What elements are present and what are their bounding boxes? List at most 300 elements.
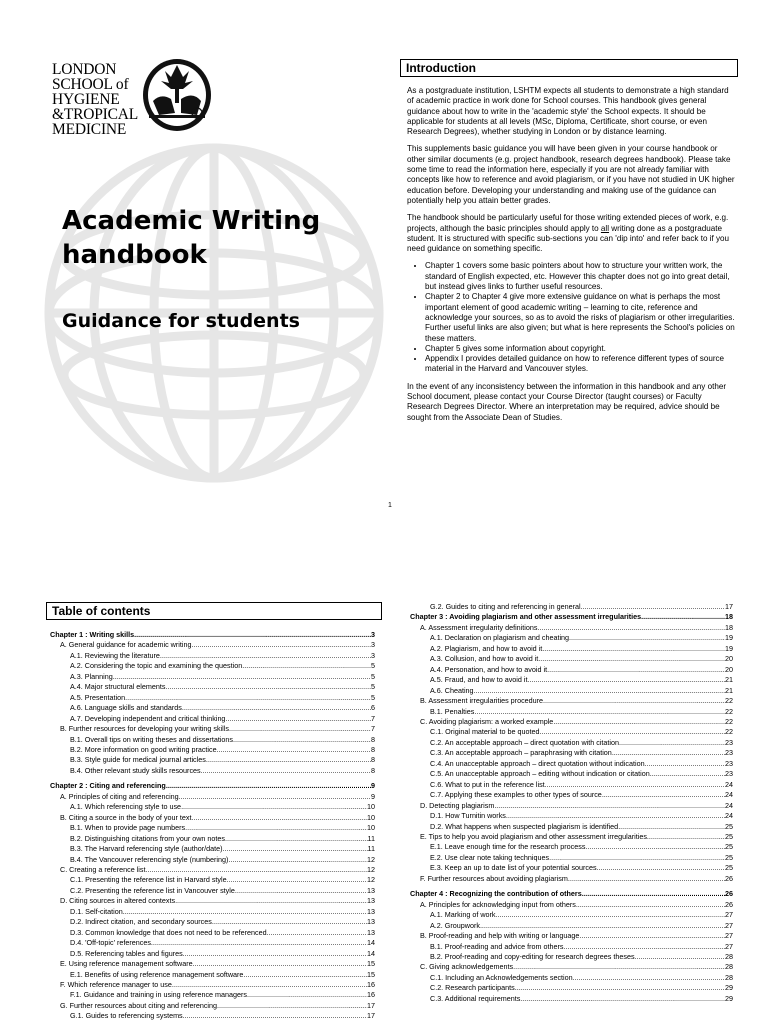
- toc-entry[interactable]: [50, 724, 375, 734]
- toc-entry-title: A. Principles of citing and referencing: [60, 791, 179, 801]
- toc-entry-page: 3: [371, 640, 375, 650]
- toc-entry-page: 18: [725, 612, 733, 622]
- toc-entry[interactable]: [410, 994, 733, 1004]
- toc-entry-page: 9: [371, 791, 375, 801]
- toc-entry[interactable]: [50, 1011, 375, 1021]
- toc-entry[interactable]: [50, 714, 375, 724]
- toc-dot-leader: [206, 755, 371, 765]
- toc-dot-leader: [576, 900, 725, 910]
- toc-entry[interactable]: [50, 802, 375, 812]
- toc-entry-page: 17: [367, 1011, 375, 1021]
- toc-entry-title: B. Citing a source in the body of your text: [60, 812, 192, 822]
- toc-entry-page: 8: [371, 755, 375, 765]
- toc-entry[interactable]: [410, 696, 733, 706]
- logo-line: HYGIENE: [52, 91, 120, 108]
- toc-dot-leader: [233, 735, 371, 745]
- toc-left-column: [50, 630, 375, 1022]
- toc-entry[interactable]: [50, 855, 375, 865]
- toc-entry-title: E.1. Leave enough time for the research process: [430, 842, 586, 852]
- toc-dot-leader: [474, 707, 725, 717]
- toc-dot-leader: [229, 724, 371, 734]
- toc-entry-title: B.2. Distinguishing citations from your own notes: [70, 833, 226, 843]
- toc-entry-page: 12: [367, 864, 375, 874]
- toc-entry-title: C.1. Presenting the reference list in Harvard style: [70, 875, 227, 885]
- toc-entry-title: D.2. What happens when suspected plagiarism is identified: [430, 821, 619, 831]
- toc-entry[interactable]: [410, 983, 733, 993]
- toc-entry-title: A. Assessment irregularity definitions: [420, 622, 538, 632]
- toc-dot-leader: [165, 682, 371, 692]
- toc-entry-title: B. Further resources for developing your writing skills: [60, 724, 229, 734]
- toc-entry-title: A.1. Which referencing style to use: [70, 802, 182, 812]
- toc-entry-page: 21: [725, 685, 733, 695]
- toc-entry[interactable]: [50, 980, 375, 990]
- toc-dot-leader: [569, 633, 725, 643]
- toc-entry[interactable]: [410, 623, 733, 633]
- toc-entry-title: A.2. Groupwork: [430, 920, 480, 930]
- toc-entry-page: 23: [725, 737, 733, 747]
- toc-dot-leader: [191, 813, 367, 823]
- toc-entry[interactable]: [50, 813, 375, 823]
- toc-dot-leader: [537, 623, 725, 633]
- toc-entry[interactable]: [50, 630, 375, 640]
- toc-entry[interactable]: [50, 792, 375, 802]
- toc-entry[interactable]: [50, 875, 375, 885]
- toc-dot-leader: [513, 962, 725, 972]
- intro-paragraph: [407, 144, 737, 206]
- toc-dot-leader: [134, 630, 371, 640]
- logo-line: &TROPICAL: [52, 106, 139, 123]
- toc-entry-title: C. Avoiding plagiarism: a worked example: [420, 716, 554, 726]
- toc-entry-title: C.2. An acceptable approach – direct quotation with citation: [430, 737, 619, 747]
- school-logo-text: [52, 62, 152, 137]
- toc-entry-title: B.3. Style guide for medical journal articles: [70, 755, 206, 765]
- toc-entry-title: B.1. When to provide page numbers: [70, 823, 186, 833]
- toc-entry-title: A.2. Plagiarism, and how to avoid it: [430, 643, 543, 653]
- toc-dot-leader: [225, 834, 368, 844]
- toc-entry-title: D.2. Indirect citation, and secondary sources: [70, 917, 212, 927]
- toc-entry-title: B. Assessment irregularities procedure: [420, 696, 544, 706]
- toc-dot-leader: [242, 661, 371, 671]
- toc-dot-leader: [539, 727, 725, 737]
- toc-entry-page: 27: [725, 910, 733, 920]
- toc-entry[interactable]: [410, 675, 733, 685]
- toc-dot-leader: [496, 910, 725, 920]
- toc-entry[interactable]: [410, 863, 733, 873]
- toc-entry-page: 14: [367, 948, 375, 958]
- toc-dot-leader: [185, 823, 367, 833]
- toc-entry[interactable]: [410, 738, 733, 748]
- toc-entry-page: 5: [371, 661, 375, 671]
- toc-entry[interactable]: [50, 917, 375, 927]
- toc-entry-page: 5: [371, 682, 375, 692]
- toc-entry-page: 8: [371, 744, 375, 754]
- toc-entry-page: 11: [367, 833, 375, 843]
- toc-entry-title: C.7. Applying these examples to other types of source: [430, 790, 602, 800]
- toc-entry-title: A.2. Considering the topic and examining the question: [70, 661, 243, 671]
- toc-entry[interactable]: [410, 973, 733, 983]
- toc-entry[interactable]: [410, 962, 733, 972]
- toc-entry-page: 23: [725, 758, 733, 768]
- toc-entry-title: B.1. Overall tips on writing theses and dissertations: [70, 734, 233, 744]
- toc-entry-title: B.4. The Vancouver referencing style (numbering): [70, 854, 229, 864]
- toc-entry[interactable]: [410, 832, 733, 842]
- toc-entry-page: 14: [367, 938, 375, 948]
- toc-entry-title: A.4. Personation, and how to avoid it: [430, 664, 548, 674]
- toc-entry[interactable]: [410, 931, 733, 941]
- toc-entry-title: D.1. How Turnitin works: [430, 811, 506, 821]
- toc-entry-title: E.1. Benefits of using reference management software: [70, 969, 244, 979]
- toc-entry[interactable]: [50, 766, 375, 776]
- chapter-overview-list: [407, 261, 737, 374]
- toc-entry[interactable]: [410, 889, 733, 899]
- toc-entry[interactable]: [410, 822, 733, 832]
- toc-entry[interactable]: [50, 907, 375, 917]
- cover-title-line: Academic Writing: [62, 206, 321, 236]
- toc-entry-title: G.1. Guides to referencing systems: [70, 1011, 183, 1021]
- cover-title: [62, 204, 320, 272]
- toc-entry[interactable]: [50, 990, 375, 1000]
- toc-entry[interactable]: [50, 970, 375, 980]
- toc-entry[interactable]: [50, 959, 375, 969]
- toc-dot-leader: [160, 651, 371, 661]
- toc-heading: Table of contents: [46, 602, 382, 620]
- toc-dot-leader: [553, 717, 725, 727]
- toc-entry-title: C. Creating a reference list: [60, 864, 146, 874]
- toc-entry[interactable]: [50, 823, 375, 833]
- toc-entry-title: D. Citing sources in altered contexts: [60, 896, 176, 906]
- introduction-body: [407, 86, 737, 430]
- toc-entry[interactable]: [50, 1001, 375, 1011]
- toc-entry-page: 26: [725, 899, 733, 909]
- toc-dot-leader: [125, 693, 371, 703]
- toc-entry-page: 16: [367, 979, 375, 989]
- toc-dot-leader: [528, 675, 726, 685]
- toc-entry-page: 12: [367, 875, 375, 885]
- toc-entry-title: E. Tips to help you avoid plagiarism and other assessment irregularities: [420, 831, 647, 841]
- toc-entry-page: 25: [725, 852, 733, 862]
- toc-entry-page: 29: [725, 983, 733, 993]
- toc-entry[interactable]: [50, 661, 375, 671]
- toc-entry-page: 10: [367, 802, 375, 812]
- toc-dot-leader: [647, 832, 725, 842]
- toc-entry[interactable]: [410, 874, 733, 884]
- toc-entry-title: E. Using reference management software: [60, 959, 193, 969]
- toc-entry-page: 7: [371, 724, 375, 734]
- toc-dot-leader: [547, 665, 725, 675]
- toc-entry-page: 24: [725, 800, 733, 810]
- toc-entry-page: 8: [371, 734, 375, 744]
- toc-entry[interactable]: [410, 654, 733, 664]
- toc-entry-page: 28: [725, 962, 733, 972]
- toc-entry[interactable]: [410, 612, 733, 622]
- toc-entry-page: 6: [371, 703, 375, 713]
- toc-entry-title: D.5. Referencing tables and figures: [70, 948, 183, 958]
- toc-dot-leader: [227, 875, 367, 885]
- toc-dot-leader: [549, 853, 725, 863]
- toc-entry-title: A.6. Language skills and standards: [70, 703, 182, 713]
- toc-entry-page: 13: [367, 885, 375, 895]
- toc-entry-title: A.6. Cheating: [430, 685, 474, 695]
- toc-entry[interactable]: [410, 853, 733, 863]
- list-item: • Appendix I provides detailed guidance on how to reference different types of source material in the Harvard and Vancouver styles.: [425, 354, 737, 375]
- toc-entry-page: 22: [725, 696, 733, 706]
- toc-entry-title: Chapter 4 : Recognizing the contribution of others: [410, 889, 582, 899]
- toc-entry[interactable]: [50, 745, 375, 755]
- toc-entry[interactable]: [410, 748, 733, 758]
- toc-entry-page: 24: [725, 779, 733, 789]
- logo-line: SCHOOL of: [52, 76, 129, 93]
- toc-entry[interactable]: [410, 942, 733, 952]
- toc-entry[interactable]: [410, 644, 733, 654]
- toc-entry[interactable]: [50, 703, 375, 713]
- toc-entry[interactable]: [50, 735, 375, 745]
- toc-entry-title: D.4. 'Off-topic' references: [70, 938, 151, 948]
- toc-dot-leader: [179, 792, 371, 802]
- toc-dot-leader: [618, 822, 725, 832]
- toc-dot-leader: [520, 994, 725, 1004]
- school-crest-icon: [141, 55, 213, 133]
- toc-dot-leader: [635, 952, 725, 962]
- toc-dot-leader: [228, 855, 367, 865]
- toc-entry-page: 9: [371, 781, 375, 791]
- toc-entry-page: 25: [725, 842, 733, 852]
- toc-dot-leader: [175, 896, 367, 906]
- toc-entry[interactable]: [50, 886, 375, 896]
- toc-entry[interactable]: [410, 686, 733, 696]
- toc-entry-title: C.2. Research participants: [430, 983, 515, 993]
- toc-entry[interactable]: [50, 896, 375, 906]
- toc-entry[interactable]: [410, 717, 733, 727]
- list-item: • Chapter 2 to Chapter 4 give more extensive guidance on what is perhaps the most important element of good academic writing – learning to cite, reference and acknowledge your sources, so as to avoid the risks of plagiarism or other irregularities. Further useful links are also given; but what is here represents the School's policies on these matters.: [425, 292, 737, 343]
- toc-entry-page: 17: [367, 1000, 375, 1010]
- toc-entry-page: 12: [367, 854, 375, 864]
- toc-entry-page: 28: [725, 972, 733, 982]
- toc-entry[interactable]: [410, 790, 733, 800]
- toc-entry-page: 15: [367, 969, 375, 979]
- toc-entry-page: 5: [371, 671, 375, 681]
- toc-entry[interactable]: [50, 938, 375, 948]
- toc-entry-title: C.1. Including an Acknowledgements section: [430, 972, 573, 982]
- toc-dot-leader: [182, 703, 371, 713]
- toc-dot-leader: [582, 889, 725, 899]
- toc-entry[interactable]: [410, 707, 733, 717]
- intro-text: The handbook should be particularly useful for those writing extended pieces of work, e.g. projects, although the basic principles should apply to: [407, 213, 729, 233]
- toc-entry-title: B.1. Proof-reading and advice from others: [430, 941, 564, 951]
- toc-dot-leader: [146, 865, 368, 875]
- toc-dot-leader: [217, 745, 371, 755]
- toc-entry[interactable]: [50, 672, 375, 682]
- toc-entry[interactable]: [410, 910, 733, 920]
- toc-entry-page: 11: [367, 844, 375, 854]
- list-item: • Chapter 1 covers some basic pointers about how to structure your written work, the standard of English expected, etc. However this chapter does not go into great detail, but instead gives links to further useful resources.: [425, 261, 737, 292]
- toc-entry[interactable]: [50, 834, 375, 844]
- toc-entry[interactable]: [50, 949, 375, 959]
- toc-entry-page: 25: [725, 831, 733, 841]
- toc-entry-title: C.1. Original material to be quoted: [430, 727, 540, 737]
- toc-entry-page: 28: [725, 951, 733, 961]
- toc-entry-page: 5: [371, 692, 375, 702]
- toc-entry-title: A.1. Declaration on plagiarism and cheating: [430, 633, 570, 643]
- toc-entry-title: A.3. Planning: [70, 671, 113, 681]
- list-item: • Chapter 5 gives some information about copyright.: [425, 344, 737, 354]
- toc-dot-leader: [212, 917, 367, 927]
- toc-entry-page: 19: [725, 643, 733, 653]
- toc-entry-page: 13: [367, 927, 375, 937]
- toc-entry-title: E.3. Keep an up to date list of your potential sources: [430, 863, 597, 873]
- toc-entry-title: B.4. Other relevant study skills resources: [70, 765, 201, 775]
- toc-entry-page: 24: [725, 811, 733, 821]
- cover-title-line: handbook: [62, 240, 207, 270]
- toc-dot-leader: [542, 644, 725, 654]
- toc-entry-title: B.2. More information on good writing practice: [70, 744, 217, 754]
- toc-entry[interactable]: [410, 759, 733, 769]
- toc-entry[interactable]: [50, 640, 375, 650]
- toc-dot-leader: [645, 759, 725, 769]
- toc-entry-page: 16: [367, 990, 375, 1000]
- toc-entry[interactable]: [50, 755, 375, 765]
- toc-entry-title: C.3. Additional requirements: [430, 993, 521, 1003]
- toc-entry-page: 22: [725, 727, 733, 737]
- toc-entry-title: Chapter 2 : Citing and referencing: [50, 781, 166, 791]
- toc-entry-page: 27: [725, 931, 733, 941]
- toc-dot-leader: [183, 1011, 367, 1021]
- toc-dot-leader: [619, 738, 725, 748]
- toc-entry[interactable]: [410, 952, 733, 962]
- toc-entry[interactable]: [50, 651, 375, 661]
- toc-dot-leader: [166, 781, 371, 791]
- toc-entry[interactable]: [50, 781, 375, 791]
- toc-entry-page: 24: [725, 790, 733, 800]
- toc-dot-leader: [235, 886, 367, 896]
- toc-dot-leader: [543, 696, 725, 706]
- toc-dot-leader: [650, 769, 725, 779]
- toc-entry-page: 21: [725, 675, 733, 685]
- toc-entry[interactable]: [410, 633, 733, 643]
- toc-entry-page: 10: [367, 823, 375, 833]
- toc-entry-page: 7: [371, 713, 375, 723]
- toc-entry[interactable]: [410, 780, 733, 790]
- toc-entry-title: C. Giving acknowledgements: [420, 962, 514, 972]
- toc-entry-title: F. Which reference manager to use: [60, 979, 172, 989]
- toc-entry-page: 17: [725, 602, 733, 611]
- toc-entry-title: A.5. Presentation: [70, 692, 126, 702]
- toc-entry-page: 8: [371, 765, 375, 775]
- toc-dot-leader: [193, 959, 367, 969]
- toc-entry[interactable]: [410, 727, 733, 737]
- toc-entry-title: F. Further resources about avoiding plagiarism: [420, 873, 568, 883]
- toc-entry[interactable]: [50, 865, 375, 875]
- toc-entry-title: C.2. Presenting the reference list in Vancouver style: [70, 885, 235, 895]
- toc-entry-title: G. Further resources about citing and referencing: [60, 1000, 218, 1010]
- toc-entry-title: A.3. Collusion, and how to avoid it: [430, 654, 539, 664]
- logo-line: MEDICINE: [52, 121, 127, 138]
- toc-entry[interactable]: [50, 928, 375, 938]
- toc-entry-title: F.1. Guidance and training in using reference managers: [70, 990, 247, 1000]
- toc-entry-page: 3: [371, 650, 375, 660]
- toc-dot-leader: [581, 602, 725, 612]
- toc-entry-title: A.4. Major structural elements: [70, 682, 166, 692]
- toc-entry-title: C.3. An acceptable approach – paraphrasing with citation: [430, 748, 612, 758]
- toc-entry-page: 22: [725, 706, 733, 716]
- toc-entry[interactable]: [50, 682, 375, 692]
- toc-dot-leader: [172, 980, 367, 990]
- toc-dot-leader: [201, 766, 371, 776]
- toc-dot-leader: [217, 1001, 367, 1011]
- toc-entry-page: 13: [367, 896, 375, 906]
- toc-entry-title: B.3. The Harvard referencing style (author/date): [70, 844, 223, 854]
- toc-entry-title: A.1. Marking of work: [430, 910, 496, 920]
- toc-entry[interactable]: [410, 602, 733, 612]
- toc-dot-leader: [612, 748, 725, 758]
- toc-entry-title: C.6. What to put in the reference list: [430, 779, 545, 789]
- toc-entry-title: A.7. Developing independent and critical thinking: [70, 713, 226, 723]
- toc-entry[interactable]: [410, 665, 733, 675]
- intro-emphasis: all: [600, 223, 610, 233]
- toc-entry-page: 27: [725, 941, 733, 951]
- toc-entry-page: 15: [367, 959, 375, 969]
- toc-entry[interactable]: [410, 842, 733, 852]
- toc-entry-page: 23: [725, 769, 733, 779]
- toc-dot-leader: [494, 801, 725, 811]
- toc-entry[interactable]: [410, 900, 733, 910]
- cover-subtitle: Guidance for students: [62, 310, 300, 332]
- toc-entry-title: A.1. Reviewing the literature: [70, 650, 160, 660]
- toc-dot-leader: [151, 938, 367, 948]
- toc-entry-page: 20: [725, 664, 733, 674]
- toc-entry-page: 18: [725, 622, 733, 632]
- intro-paragraph-text: This supplements basic guidance you will have been given in your course handbook or other similar documents (e.g. project handbook, research degrees handbook). Please take some time to read the information here, especially if you are not already familiar with concepts like how to reference and avoid plagiarism, or if you have not studied in UK higher education before. Developing your understanding and making use of the guidance can potentially help you attain better grades.: [407, 144, 735, 205]
- toc-dot-leader: [506, 811, 725, 821]
- toc-entry[interactable]: [410, 921, 733, 931]
- toc-entry-page: 10: [367, 812, 375, 822]
- toc-entry-title: Chapter 1 : Writing skills: [50, 630, 135, 639]
- toc-dot-leader: [515, 983, 725, 993]
- toc-entry[interactable]: [50, 693, 375, 703]
- toc-entry-page: 19: [725, 633, 733, 643]
- toc-entry-page: 22: [725, 716, 733, 726]
- toc-entry-title: B.2. Proof-reading and copy-editing for research degrees theses: [430, 951, 635, 961]
- toc-dot-leader: [480, 921, 725, 931]
- toc-entry-page: 26: [725, 873, 733, 883]
- intro-paragraph: As a postgraduate institution, LSHTM expects all students to demonstrate a high standard of academic practice in work done for School courses. This handbook gives general guidance about how to write in the 'academic style' the School expects. It should be applicable for students at all levels (MSc, Diploma, Certificate, short course, or even Research Degrees), whether studying in London or by distance learning.: [407, 86, 729, 137]
- toc-dot-leader: [113, 672, 371, 682]
- toc-dot-leader: [573, 973, 725, 983]
- toc-entry-title: A. Principles for acknowledging input from others: [420, 899, 576, 909]
- page-number: 1: [388, 502, 392, 509]
- intro-text: writing done as a postgraduate student. It is structured with specific sub-sections you can 'dip into' and refer back to if you need guidance on something specific.: [407, 223, 730, 254]
- toc-entry-page: 13: [367, 906, 375, 916]
- toc-entry-title: D. Detecting plagiarism: [420, 800, 495, 810]
- toc-dot-leader: [267, 928, 367, 938]
- toc-entry-title: D.1. Self-citation: [70, 906, 123, 916]
- toc-entry[interactable]: [410, 801, 733, 811]
- toc-entry-page: 23: [725, 748, 733, 758]
- toc-entry-title: A. General guidance for academic writing: [60, 640, 192, 650]
- logo-line: LONDON: [52, 61, 117, 78]
- toc-entry[interactable]: [50, 844, 375, 854]
- toc-dot-leader: [181, 802, 367, 812]
- toc-dot-leader: [474, 686, 725, 696]
- toc-entry-title: B. Proof-reading and help with writing or language: [420, 931, 580, 941]
- toc-dot-leader: [243, 970, 367, 980]
- toc-dot-leader: [602, 790, 725, 800]
- toc-entry[interactable]: [410, 769, 733, 779]
- toc-entry-page: 13: [367, 917, 375, 927]
- toc-entry[interactable]: [410, 811, 733, 821]
- toc-dot-leader: [191, 640, 371, 650]
- toc-dot-leader: [545, 780, 725, 790]
- toc-entry-page: 29: [725, 993, 733, 1003]
